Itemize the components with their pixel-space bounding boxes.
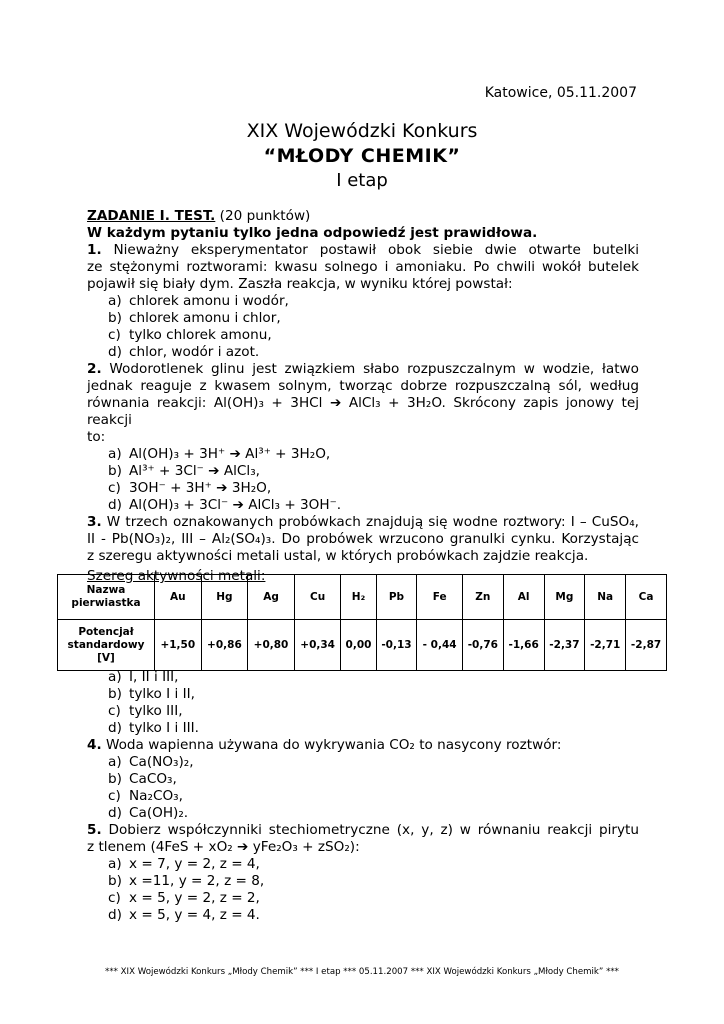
question-3-line-2: II - Pb(NO₃)₂, III – Al₂(SO₄)₃. Do probówek wrzucono granulki cynku. Korzystając	[87, 531, 639, 547]
question-3-option-c[interactable]: c) tylko III,	[108, 703, 183, 719]
question-2-option-b[interactable]: b) Al³⁺ + 3Cl⁻ ➔ AlCl₃,	[108, 463, 260, 479]
question-1-line-3: pojawił się biały dym. Zaszła reakcja, w wyniku której powstał:	[87, 276, 513, 292]
question-1-option-d[interactable]: d) chlor, wodór i azot.	[108, 344, 260, 360]
question-2-option-d[interactable]: d) Al(OH)₃ + 3Cl⁻ ➔ AlCl₃ + 3OH⁻.	[108, 497, 342, 513]
element-cell: Cu	[294, 575, 341, 620]
potential-cell: -1,66	[503, 620, 544, 671]
table-header-potential: Potencjał standardowy [V]	[58, 620, 155, 671]
question-5-line-2: z tlenem (4FeS + xO₂ ➔ yFe₂O₃ + zSO₂):	[87, 839, 360, 855]
potential-cell: - 0,44	[417, 620, 463, 671]
question-2-line-3: równania reakcji: Al(OH)₃ + 3HCl ➔ AlCl₃ + 3H₂O. Skrócony zapis jonowy tej reakcji	[87, 395, 639, 428]
question-3-line-3: z szeregu aktywności metali ustal, w których probówkach zajdzie reakcja.	[87, 548, 589, 564]
question-5-option-d[interactable]: d) x = 5, y = 4, z = 4.	[108, 907, 260, 923]
element-cell: Zn	[462, 575, 503, 620]
question-5-line-1: 5. Dobierz współczynniki stechiometryczne (x, y, z) w równaniu reakcji pirytu	[87, 822, 639, 838]
potential-cell: +0,80	[248, 620, 295, 671]
question-2-line-2: jednak reaguje z kwasem solnym, tworząc dobrze rozpuszczalną sól, według	[87, 378, 639, 394]
task-instruction: W każdym pytaniu tylko jedna odpowiedź jest prawidłowa.	[87, 225, 538, 241]
potential-cell: -0,13	[376, 620, 417, 671]
question-1-line-2: ze stężonymi roztworami: kwasu solnego i amoniaku. Po chwili wokół butelek	[87, 259, 639, 275]
element-cell: Mg	[544, 575, 585, 620]
question-4-number: 4.	[87, 737, 102, 753]
activity-series-table	[57, 574, 667, 671]
potential-cell: -2,87	[626, 620, 667, 671]
question-5-number: 5.	[87, 822, 102, 838]
question-2-option-c[interactable]: c) 3OH⁻ + 3H⁺ ➔ 3H₂O,	[108, 480, 272, 496]
element-cell: Pb	[376, 575, 417, 620]
question-4-option-d[interactable]: d) Ca(OH)₂.	[108, 805, 189, 821]
document-header	[0, 118, 724, 194]
element-cell: Hg	[201, 575, 248, 620]
question-4-option-c[interactable]: c) Na₂CO₃,	[108, 788, 183, 804]
potential-cell: +1,50	[155, 620, 202, 671]
contest-name: “MŁODY CHEMIK”	[263, 145, 461, 167]
table-header-element: Nazwa pierwiastka	[58, 575, 155, 620]
element-cell: H₂	[341, 575, 376, 620]
document-date: Katowice, 05.11.2007	[484, 85, 637, 101]
question-5-option-a[interactable]: a) x = 7, y = 2, z = 4,	[108, 856, 260, 872]
question-2-number: 2.	[87, 361, 102, 377]
contest-title: XIX Wojewódzki Konkurs	[246, 120, 478, 142]
question-4-option-a[interactable]: a) Ca(NO₃)₂,	[108, 754, 194, 770]
question-1-option-c[interactable]: c) tylko chlorek amonu,	[108, 327, 272, 343]
task-title: ZADANIE I. TEST.	[87, 208, 216, 224]
potential-cell: +0,86	[201, 620, 248, 671]
contest-stage: I etap	[336, 170, 388, 191]
potential-cell: +0,34	[294, 620, 341, 671]
question-5-option-c[interactable]: c) x = 5, y = 2, z = 2,	[108, 890, 260, 906]
question-2-line-1: 2. Wodorotlenek glinu jest związkiem słabo rozpuszczalnym w wodzie, łatwo	[87, 361, 639, 377]
test-content-continued	[87, 669, 639, 924]
potential-cell: -2,71	[585, 620, 626, 671]
potential-cell: 0,00	[341, 620, 376, 671]
question-2-line-4: to:	[87, 429, 106, 445]
potential-cell: -0,76	[462, 620, 503, 671]
question-3-line-1: 3. W trzech oznakowanych probówkach znajdują się wodne roztwory: I – CuSO₄,	[87, 514, 640, 530]
question-4-line-1: 4. Woda wapienna używana do wykrywania CO₂ to nasycony roztwór:	[87, 737, 562, 753]
element-cell: Al	[503, 575, 544, 620]
table-row-potentials	[58, 620, 667, 671]
question-2-option-a[interactable]: a) Al(OH)₃ + 3H⁺ ➔ Al³⁺ + 3H₂O,	[108, 446, 331, 462]
task-points: (20 punktów)	[219, 208, 311, 224]
element-cell: Na	[585, 575, 626, 620]
question-1-option-b[interactable]: b) chlorek amonu i chlor,	[108, 310, 281, 326]
question-1-option-a[interactable]: a) chlorek amonu i wodór,	[108, 293, 289, 309]
element-cell: Ca	[626, 575, 667, 620]
question-5-option-b[interactable]: b) x =11, y = 2, z = 8,	[108, 873, 265, 889]
element-cell: Au	[155, 575, 202, 620]
table-row-elements	[58, 575, 667, 620]
task-heading	[87, 208, 639, 225]
question-3-option-d[interactable]: d) tylko I i III.	[108, 720, 199, 736]
question-1-number: 1.	[87, 242, 102, 258]
question-3-option-a[interactable]: a) I, II i III,	[108, 669, 179, 685]
question-3-option-b[interactable]: b) tylko I i II,	[108, 686, 195, 702]
element-cell: Ag	[248, 575, 295, 620]
element-cell: Fe	[417, 575, 463, 620]
activity-series-title: Szereg aktywności metali:	[87, 568, 266, 584]
potential-cell: -2,37	[544, 620, 585, 671]
question-1-line-1: 1. Nieważny eksperymentator postawił obok siebie dwie otwarte butelki	[87, 242, 639, 258]
question-3-number: 3.	[87, 514, 102, 530]
test-content	[87, 208, 639, 585]
question-4-option-b[interactable]: b) CaCO₃,	[108, 771, 177, 787]
page-footer: *** XIX Wojewódzki Konkurs „Młody Chemik” *** I etap *** 05.11.2007 *** XIX Wojewódzki Konkurs „Młody Chemik” ***	[105, 967, 619, 977]
